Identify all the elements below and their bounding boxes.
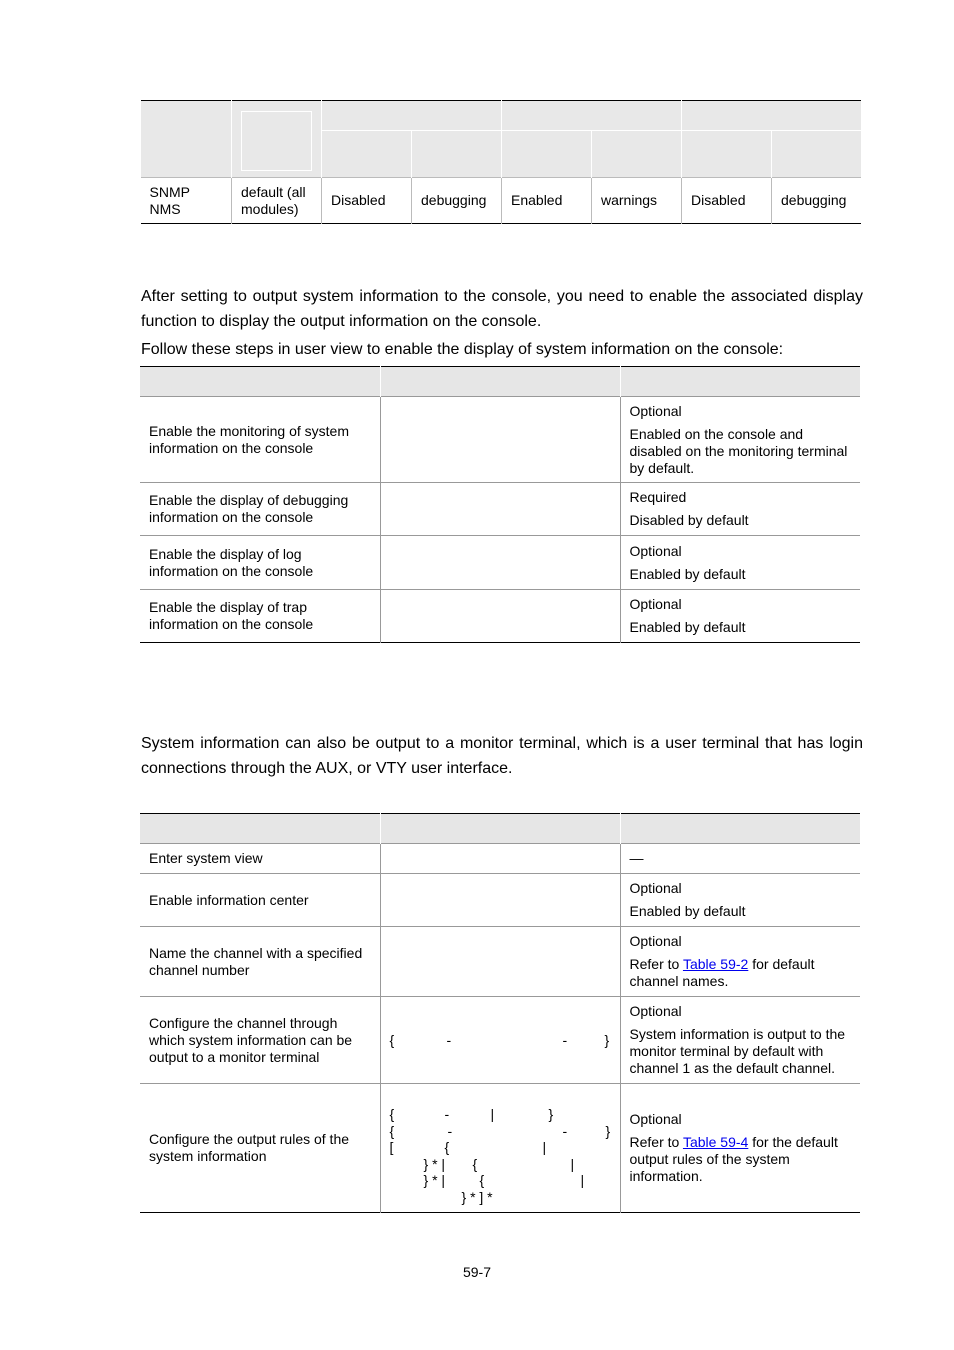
table-row xyxy=(140,844,860,874)
table-link[interactable]: Table 59-4 xyxy=(682,1134,749,1150)
remarks-cell xyxy=(620,397,860,483)
command-cell xyxy=(380,483,620,536)
remarks-text: Enabled by default xyxy=(629,903,746,919)
operation-cell: Enable the display of trap information on the console xyxy=(140,590,380,643)
remarks-text: System information is output to the monitor terminal by default with channel 1 as the default channel. xyxy=(629,1026,846,1076)
table-row xyxy=(140,590,860,643)
remarks-text: Required xyxy=(629,489,687,505)
table-header-cell xyxy=(140,367,380,397)
operation-cell: Enable the display of debugging information on the console xyxy=(140,483,380,536)
paragraph: After setting to output system information to the console, you need to enable the associated display function to display the output information on the console. xyxy=(141,288,863,330)
remarks-text: Optional xyxy=(629,880,682,896)
table-header-cell xyxy=(141,101,232,178)
output-rules-table xyxy=(140,100,861,224)
table-row xyxy=(140,927,860,997)
command-cell xyxy=(380,874,620,927)
table-header-cell xyxy=(682,101,861,131)
command-cell xyxy=(380,397,620,483)
operation-cell: Enable the monitoring of system information on the console xyxy=(140,397,380,483)
table-header-cell xyxy=(322,101,502,131)
remarks-text: Optional xyxy=(629,1003,682,1019)
remarks-text: Optional xyxy=(629,596,682,612)
command-cell xyxy=(380,1084,620,1213)
remarks-text: Refer to Table 59-2 for default channel names. xyxy=(629,956,815,989)
table-cell: Disabled xyxy=(322,178,412,224)
command-cell xyxy=(380,590,620,643)
command-syntax: { - - } xyxy=(389,1031,610,1048)
table-header-cell xyxy=(682,131,772,178)
table-header-cell xyxy=(620,367,860,397)
table-row xyxy=(140,874,860,927)
table-header-cell xyxy=(412,131,502,178)
command-cell xyxy=(380,997,620,1084)
table-header-cell xyxy=(232,101,322,178)
remarks-cell xyxy=(620,844,860,874)
table-header-cell xyxy=(502,131,592,178)
table-cell: debugging xyxy=(772,178,861,224)
monitor-terminal-table xyxy=(140,813,860,1213)
command-cell xyxy=(380,536,620,590)
table-cell: debugging xyxy=(412,178,502,224)
remarks-text: Disabled by default xyxy=(629,512,749,528)
table-cell: SNMP NMS xyxy=(141,178,232,224)
table-row xyxy=(140,397,860,483)
table-cell: Enabled xyxy=(502,178,592,224)
table-row xyxy=(141,178,861,224)
table-link[interactable]: Table 59-2 xyxy=(682,956,749,972)
remarks-cell xyxy=(620,997,860,1084)
paragraph: System information can also be output to a monitor terminal, which is a user terminal that has login connections through the AUX, or VTY user interface. xyxy=(141,735,863,777)
table-header-cell xyxy=(140,814,380,844)
table-row xyxy=(140,1084,860,1213)
operation-cell: Configure the output rules of the system information xyxy=(140,1084,380,1213)
remarks-cell xyxy=(620,1084,860,1213)
remarks-cell xyxy=(620,874,860,927)
table-header-cell xyxy=(502,101,682,131)
remarks-text: Refer to Table 59-4 for the default output rules of the system information. xyxy=(629,1134,838,1184)
command-syntax: { - | } { - - } [ { | } * | { | } * | { | } * ] * xyxy=(389,1106,611,1205)
table-header-cell xyxy=(620,814,860,844)
page-number: 59-7 xyxy=(462,1264,492,1280)
console-display-table xyxy=(140,366,860,643)
remarks-text: Optional xyxy=(629,542,682,559)
operation-cell: Enable information center xyxy=(140,874,380,927)
remarks-text: Enabled on the console and disabled on the monitoring terminal by default. xyxy=(629,425,848,476)
command-cell xyxy=(380,927,620,997)
command-cell xyxy=(380,844,620,874)
paragraph: Follow these steps in user view to enable the display of system information on the console: xyxy=(141,341,784,358)
table-cell: warnings xyxy=(592,178,682,224)
remarks-text: — xyxy=(629,850,644,866)
remarks-text: Enabled by default xyxy=(629,565,746,582)
table-row xyxy=(140,536,860,590)
table-header-cell xyxy=(380,814,620,844)
table-cell: Disabled xyxy=(682,178,772,224)
operation-cell: Enter system view xyxy=(140,844,380,874)
table-header-cell xyxy=(380,367,620,397)
remarks-cell xyxy=(620,536,860,590)
remarks-text: Optional xyxy=(629,933,682,949)
remarks-text: Optional xyxy=(629,402,682,419)
table-cell: default (all modules) xyxy=(232,178,322,224)
operation-cell: Configure the channel through which system information can be output to a monitor terminal xyxy=(140,997,380,1084)
table-row xyxy=(140,997,860,1084)
table-header-cell xyxy=(772,131,861,178)
table-row xyxy=(140,483,860,536)
remarks-cell xyxy=(620,590,860,643)
remarks-text: Enabled by default xyxy=(629,619,746,635)
remarks-cell xyxy=(620,483,860,536)
table-header-cell xyxy=(592,131,682,178)
remarks-text: Optional xyxy=(629,1111,682,1127)
remarks-cell xyxy=(620,927,860,997)
table-header-cell xyxy=(322,131,412,178)
operation-cell: Name the channel with a specified channel number xyxy=(140,927,380,997)
operation-cell: Enable the display of log information on the console xyxy=(140,536,380,590)
